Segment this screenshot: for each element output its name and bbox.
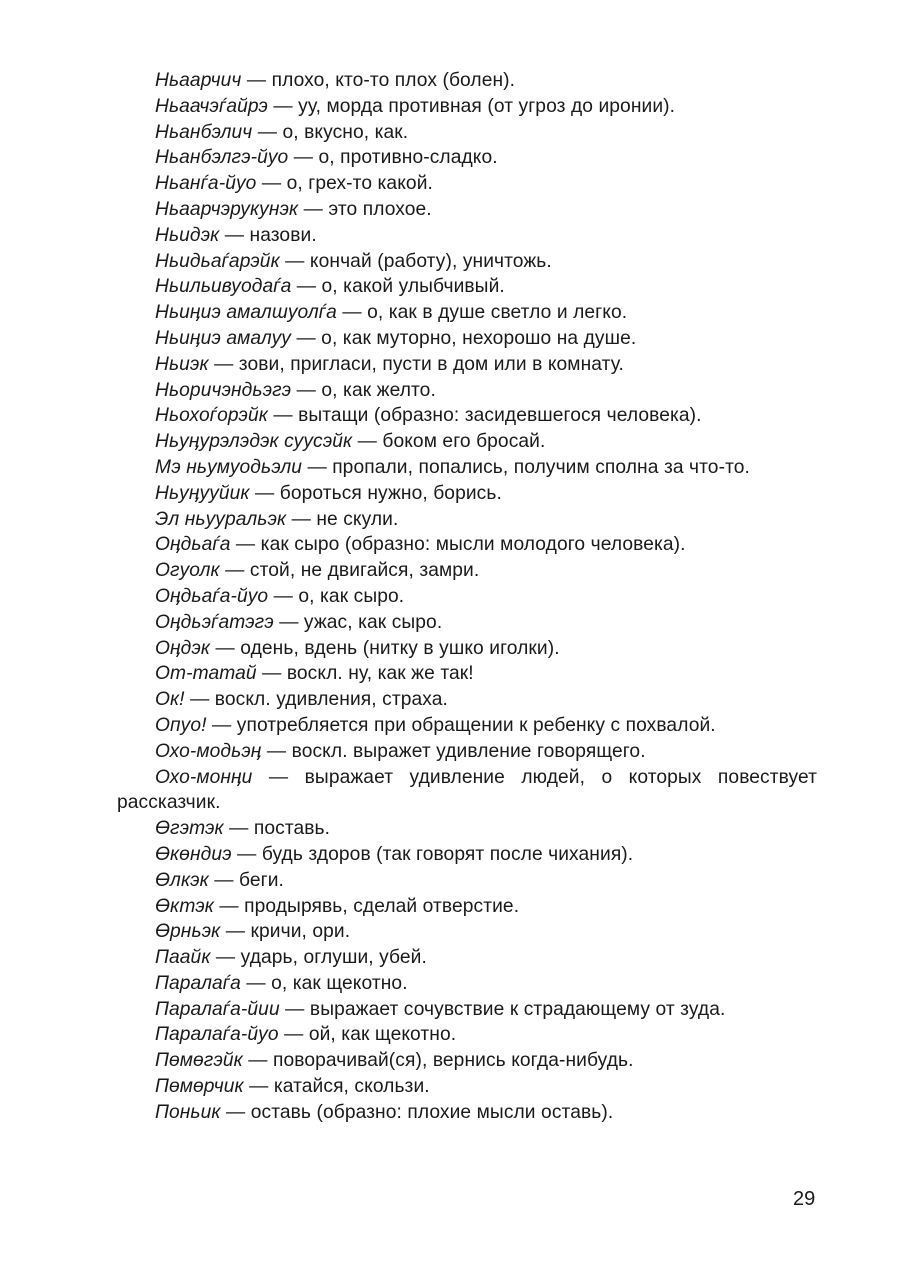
dictionary-entry xyxy=(117,1022,817,1048)
entry-term: Ньидэк xyxy=(155,224,220,246)
entry-term: Ок! xyxy=(155,689,185,711)
dictionary-entry xyxy=(117,197,817,223)
entry-term: Оӊдьаѓа xyxy=(155,534,231,556)
dictionary-entry xyxy=(117,919,817,945)
entry-dash: — xyxy=(225,921,246,943)
entry-definition: воскл. ну, как же так! xyxy=(286,663,474,685)
entry-definition: будь здоров (так говорят после чихания). xyxy=(261,843,634,865)
dictionary-entry xyxy=(117,894,817,920)
entry-term: Паралаѓа xyxy=(155,972,241,994)
dictionary-entry xyxy=(117,120,817,146)
entry-dash: — xyxy=(273,95,293,117)
entry-dash: — xyxy=(249,1076,269,1098)
entry-term: Поньик xyxy=(155,1101,221,1123)
entry-dash: — xyxy=(235,534,256,556)
entry-dash: — xyxy=(255,482,275,504)
entry-term: Опуо! xyxy=(155,714,207,736)
entry-dash: — xyxy=(303,198,323,220)
dictionary-entry xyxy=(117,429,817,455)
entry-term: Ньуӊууйик xyxy=(155,482,250,504)
entry-term: Ньохоѓорэйк xyxy=(155,405,268,427)
entry-term: Паайк xyxy=(155,947,211,969)
entry-term: Ньуӊурэлэдэк суусэйк xyxy=(155,431,353,453)
entry-dash: — xyxy=(291,508,311,530)
entry-term: Ньанѓа-йуо xyxy=(155,173,257,195)
dictionary-entry xyxy=(117,713,817,739)
entry-term: Мэ ньумуодьэли xyxy=(155,456,303,478)
dictionary-entry xyxy=(117,1048,817,1074)
entry-definition: воскл. выражет удивление говорящего. xyxy=(291,740,646,762)
entry-term: Ньаачэѓайрэ xyxy=(155,95,268,117)
dictionary-entry xyxy=(117,403,817,429)
entry-dash: — xyxy=(296,276,317,298)
entry-dash: — xyxy=(229,818,249,840)
entry-dash: — xyxy=(215,637,235,659)
entry-dash: — xyxy=(214,869,234,891)
entry-definition: о, какой улыбчивый. xyxy=(321,276,505,298)
entry-term: Өрньэк xyxy=(155,921,221,943)
entry-definition: продырявь, сделай отверстие. xyxy=(244,895,520,917)
dictionary-entry xyxy=(117,687,817,713)
entry-dash: — xyxy=(279,611,299,633)
entry-definition: уу, морда противная (от угроз до иронии). xyxy=(298,95,676,117)
dictionary-entry xyxy=(117,636,817,662)
entry-definition: о, грех-то какой. xyxy=(286,173,433,195)
page-number: 29 xyxy=(793,1188,816,1210)
entry-term: Пөмөгэйк xyxy=(155,1050,243,1072)
entry-definition: оставь (образно: плохие мысли оставь). xyxy=(250,1101,614,1123)
entry-definition: о, как в душе светло и легко. xyxy=(367,302,628,324)
entry-dash: — xyxy=(268,766,289,788)
entry-term: Ньоричэндьэгэ xyxy=(155,379,292,401)
entry-definition: употребляется при обращении к ребенку с похвалой. xyxy=(236,714,716,736)
dictionary-entry xyxy=(117,765,817,817)
entry-definition: о, как сыро. xyxy=(298,585,405,607)
entry-term: Паралаѓа-йии xyxy=(155,998,280,1020)
entry-definition: вытащи (образно: засидевшегося человека). xyxy=(298,405,702,427)
entry-dash: — xyxy=(273,585,293,607)
entry-definition: зови, пригласи, пусти в дом или в комнату. xyxy=(238,353,624,375)
entry-definition: ударь, оглуши, убей. xyxy=(240,947,427,969)
entry-dash: — xyxy=(237,843,257,865)
entry-definition: кончай (работу), уничтожь. xyxy=(309,250,552,272)
entry-definition: ужас, как сыро. xyxy=(303,611,443,633)
entry-dash: — xyxy=(246,972,266,994)
dictionary-entry xyxy=(117,816,817,842)
entry-definition: стой, не двигайся, замри. xyxy=(249,560,480,582)
entry-term: Ньильивуодаѓа xyxy=(155,276,292,298)
entry-dash: — xyxy=(284,1024,304,1046)
entry-definition: беги. xyxy=(238,869,284,891)
entry-definition: как сыро (образно: мысли молодого человека). xyxy=(260,534,686,556)
dictionary-entry xyxy=(117,352,817,378)
entry-definition: воскл. удивления, страха. xyxy=(214,689,448,711)
entry-dash: — xyxy=(261,173,282,195)
entry-dash: — xyxy=(215,947,236,969)
entry-dash: — xyxy=(342,302,362,324)
dictionary-entries xyxy=(117,68,817,1126)
entry-term: Өгэтэк xyxy=(155,818,224,840)
entry-term: Оӊдэк xyxy=(155,637,211,659)
entry-term: Ньанбэлгэ-йуо xyxy=(155,147,289,169)
entry-dash: — xyxy=(225,560,245,582)
dictionary-entry xyxy=(117,739,817,765)
entry-dash: — xyxy=(226,1101,246,1123)
entry-term: Пөмөрчик xyxy=(155,1076,244,1098)
entry-definition: выражает сочувствие к страдающему от зуда. xyxy=(309,998,726,1020)
entry-definition: пропали, попались, получим сполна за что-то. xyxy=(332,456,750,478)
dictionary-entry xyxy=(117,455,817,481)
entry-dash: — xyxy=(257,121,278,143)
entry-definition: ой, как щекотно. xyxy=(308,1024,457,1046)
entry-definition: выражает удивление людей, о которых повествует рассказчик. xyxy=(117,766,817,814)
entry-definition: катайся, скользи. xyxy=(273,1076,430,1098)
dictionary-entry xyxy=(117,997,817,1023)
entry-dash: — xyxy=(248,1050,268,1072)
dictionary-entry xyxy=(117,94,817,120)
entry-term: Огуолк xyxy=(155,560,220,582)
entry-term: От-татай xyxy=(155,663,257,685)
dictionary-entry xyxy=(117,584,817,610)
entry-definition: плохо, кто-то плох (болен). xyxy=(271,70,516,91)
entry-term: Паралаѓа-йуо xyxy=(155,1024,279,1046)
entry-dash: — xyxy=(307,456,327,478)
dictionary-entry xyxy=(117,378,817,404)
dictionary-entry xyxy=(117,661,817,687)
dictionary-entry xyxy=(117,274,817,300)
entry-term: Охо-модьэӊ xyxy=(155,740,262,762)
entry-term: Ньиэк xyxy=(155,353,209,375)
entry-definition: одень, вдень (нитку в ушко иголки). xyxy=(240,637,560,659)
dictionary-entry xyxy=(117,558,817,584)
dictionary-entry xyxy=(117,971,817,997)
entry-dash: — xyxy=(293,147,314,169)
entry-term: Охо-монӊи xyxy=(155,766,253,788)
entry-term: Ньиӊиэ амалуу xyxy=(155,327,291,349)
entry-definition: это плохое. xyxy=(328,198,432,220)
entry-definition: о, вкусно, как. xyxy=(282,121,409,143)
dictionary-entry xyxy=(117,68,817,94)
entry-definition: поворачивай(ся), вернись когда-нибудь. xyxy=(273,1050,634,1072)
entry-dash: — xyxy=(219,895,239,917)
entry-dash: — xyxy=(262,663,282,685)
entry-definition: о, как щекотно. xyxy=(271,972,408,994)
entry-definition: боком его бросай. xyxy=(382,431,546,453)
entry-definition: бороться нужно, борись. xyxy=(279,482,502,504)
dictionary-entry xyxy=(117,945,817,971)
entry-term: Өкөндиэ xyxy=(155,843,232,865)
entry-term: Оӊдьэѓатэгэ xyxy=(155,611,274,633)
entry-definition: о, как муторно, нехорошо на душе. xyxy=(321,327,637,349)
dictionary-entry xyxy=(117,1074,817,1100)
entry-dash: — xyxy=(273,405,293,427)
entry-term: Ньаарчич xyxy=(155,70,242,91)
dictionary-entry xyxy=(117,326,817,352)
entry-term: Ньаарчэрукунэк xyxy=(155,198,299,220)
entry-dash: — xyxy=(296,379,316,401)
dictionary-entry xyxy=(117,481,817,507)
dictionary-entry xyxy=(117,868,817,894)
entry-term: Өлкэк xyxy=(155,869,209,891)
dictionary-entry xyxy=(117,610,817,636)
entry-definition: поставь. xyxy=(253,818,331,840)
entry-dash: — xyxy=(285,250,305,272)
entry-dash: — xyxy=(296,327,316,349)
entry-term: Ньидьаѓарэйк xyxy=(155,250,280,272)
dictionary-entry xyxy=(117,223,817,249)
entry-dash: — xyxy=(214,353,234,375)
entry-term: Ньиӊиэ амалшуолѓа xyxy=(155,302,337,324)
entry-definition: о, как желто. xyxy=(321,379,436,401)
dictionary-entry xyxy=(117,171,817,197)
entry-dash: — xyxy=(212,714,232,736)
entry-definition: кричи, ори. xyxy=(250,921,351,943)
entry-definition: назови. xyxy=(249,224,317,246)
dictionary-entry xyxy=(117,507,817,533)
entry-definition: о, противно-сладко. xyxy=(318,147,498,169)
entry-term: Ньанбэлич xyxy=(155,121,253,143)
entry-dash: — xyxy=(246,70,267,91)
dictionary-entry xyxy=(117,842,817,868)
entry-dash: — xyxy=(190,689,210,711)
entry-dash: — xyxy=(357,431,377,453)
entry-dash: — xyxy=(266,740,287,762)
entry-term: Өктэк xyxy=(155,895,214,917)
dictionary-entry xyxy=(117,249,817,275)
entry-term: Эл ньууральэк xyxy=(155,508,287,530)
dictionary-entry xyxy=(117,300,817,326)
dictionary-entry xyxy=(117,532,817,558)
entry-dash: — xyxy=(285,998,305,1020)
entry-term: Оӊдьаѓа-йуо xyxy=(155,585,269,607)
entry-definition: не скули. xyxy=(316,508,399,530)
dictionary-entry xyxy=(117,145,817,171)
dictionary-entry xyxy=(117,1100,817,1126)
entry-dash: — xyxy=(224,224,245,246)
